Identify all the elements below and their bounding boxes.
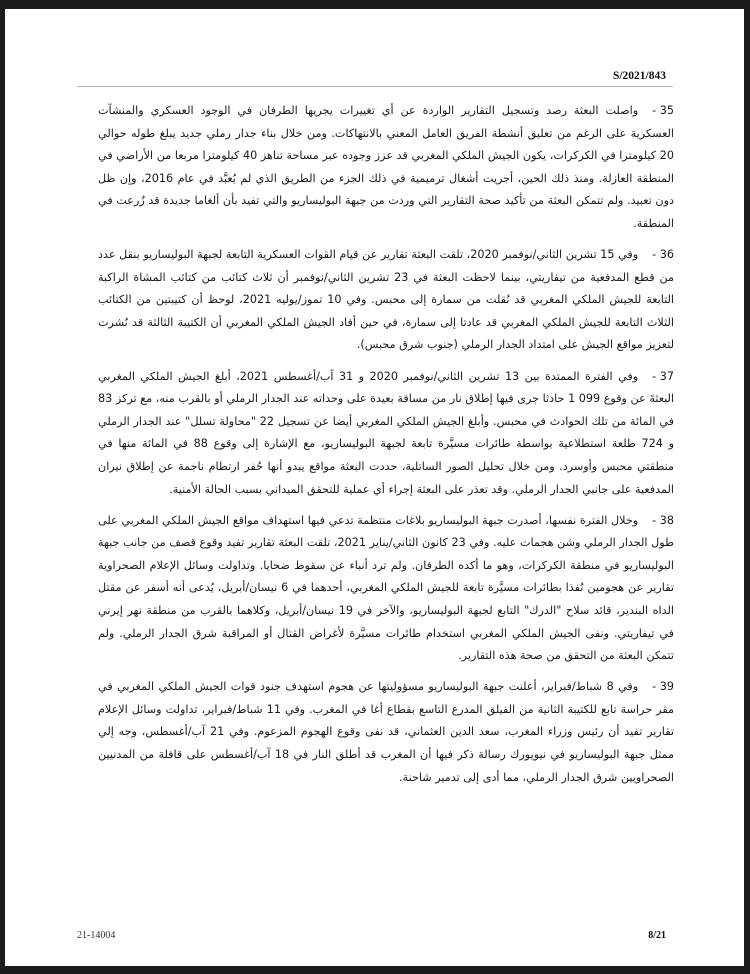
document-symbol: S/2021/843 [612,70,666,82]
paragraph-37 [98,366,674,502]
paragraph-36 [98,244,674,357]
paragraph-number: 35 - [652,104,674,117]
paragraph-text: وخلال الفترة نفسها، أصدرت جبهة البوليساريو بلاغات منتظمة تدعي فيها استهداف مواقع الجيش الملكي المغربي على طول الجدار الرملي وشن هجمات عليه. وفي 23 كانون الثاني/يناير 2021، تلقت البعثة تقارير تفيد وقوع قصف من جانب جبهة البوليساريو في منطقة الكركرات، وهو ما أكده الطرفان. ولم ترد أنباء عن سقوط ضحايا. وتداولت وسائل الإعلام الصحراوية تقارير عن هجومين نُفذا بطائرات مسيَّرة تابعة للجيش الملكي المغربي، أحدهما في 6 نيسان/أبريل، يُدعى أنه أسفر عن مقتل الداه البندير، قائد سلاح "الدرك" التابع لجبهة البوليساريو، والآخر في 19 نيسان/أبريل، وكلاهما بالقرب من منطقة نهر إيرني في تيفاريتي. ونفى الجيش الملكي المغربي استخدام طائرات مسيَّرة لأغراض القتال أو المراقبة شرق الجدار الرملي. ولم تتمكن البعثة من التحقق من صحة هذه التقارير. [98,513,674,663]
paragraph-text: وفي 15 تشرين الثاني/نوفمبر 2020، تلقت البعثة تقارير عن قيام القوات العسكرية التابعة لجبهة البوليساريو بنقل عدد من قطع المدفعية من تيفاريتي، بينما لاحظت البعثة في 23 تشرين الثاني/نوفمبر أن ثلاث كتائب من كتائب المشاة الراكبة التابعة للجيش الملكي المغربي قد نُقلت من سمارة إلى محبس. وفي 10 تموز/يوليه 2021، لوحظ أن كتيبتين من الكتائب الثلاث التابعة للجيش الملكي المغربي قد عادتا إلى سمارة، في حين أفاد الجيش الملكي المغربي أن الكتيبة الثالثة قد نُشرت لتعزيز مواقع الجيش على امتداد الجدار الرملي (جنوب شرق محبس). [98,248,675,352]
page-indicator: 8/21 [648,930,666,941]
document-body [98,100,674,798]
paragraph-number: 39 - [652,680,674,694]
paragraph-number: 37 - [652,369,674,383]
header-rule [77,86,673,87]
document-number: 21-14004 [77,930,116,941]
paragraph-38 [98,510,674,668]
paragraph-39 [98,676,674,789]
paragraph-number: 36 - [652,248,674,262]
document-page [5,9,744,966]
paragraph-35 [98,100,674,236]
paragraph-text: واصلت البعثة رصد وتسجيل التقارير الواردة عن أي تغييرات يجريها الطرفان في الوجود العسكري والمنشآت العسكرية على الرغم من تعليق أنشطة الفريق العامل المعني بالانتهاكات. ومن خلال بناء جدار رملي جديد يبلغ طوله حوالي 20 كيلومترا في الكركرات، يكون الجيش الملكي المغربي قد عزز وجوده عبر مساحة تناهز 40 كيلومترا مربعا من الأراضي في المنطقة العازلة. ومنذ ذلك الحين، أجريت أشغال ترميمية في ذلك الجزء من الطريق الذي لم يُعبَّد في عام 2016، وإن ظل دون تعبيد. ولم تتمكن البعثة من تأكيد صحة التقارير التي وردت من جبهة البوليساريو والتي تفيد بأن ألغاما جديدة قد زُرعت في المنطقة. [98,104,675,230]
paragraph-number: 38 - [652,513,674,527]
paragraph-text: وفي 8 شباط/فبراير، أعلنت جبهة البوليساريو مسؤوليتها عن هجوم استهدف جنود قوات الجيش الملكي المغربي في مقر حراسة تابع للكتيبة الثانية من الفيلق المدرع التاسع بقطاع أغا في المغرب. وفي 11 شباط/فبراير، تداولت وسائل الإعلام تقارير تفيد أن رئيس وزراء المغرب، سعد الدين العثماني، قد نفى وقوع الهجوم المزعوم. وفي 21 آب/أغسطس، وجه إلي ممثل جبهة البوليساريو في نيويورك رسالة ذكر فيها أن المغرب قد أطلق النار في 18 آب/أغسطس على قافلة من المدنيين الصحراويين شرق الجدار الرملي، مما أدى إلى تدمير شاحنة. [98,680,674,784]
paragraph-text: وفي الفترة الممتدة بين 13 تشرين الثاني/نوفمبر 2020 و 31 آب/أغسطس 2021، أبلغ الجيش الملكي المغربي البعثةَ عن وقوع 099 1 حادثا جرى فيها إطلاق نار من مسافة بعيدة على وحداته عند الجدار الرملي أو بالقرب منه، مع تركز 83 في المائة من تلك الحوادث في محبس. وأبلغ الجيش الملكي المغربي أيضا عن تسجيل 22 "محاولة تسلل" عند الجدار الرملي و 724 طلعة استطلاعية بواسطة طائرات مسيَّرة تابعة لجبهة البوليساريو، مع الإشارة إلى وقوع 88 في المائة منها في منطقتي محبس وأوسرد. ومن خلال تحليل الصور الساتلية، حددت البعثة مواقع يبدو أنها حُفر ارتطام ناجمة عن إطلاق نيران المدفعية على جانبي الجدار الرملي. وقد تعذر على البعثة إجراء أي عملية للتحقق الميداني بسبب الحالة الأمنية. [98,369,675,496]
